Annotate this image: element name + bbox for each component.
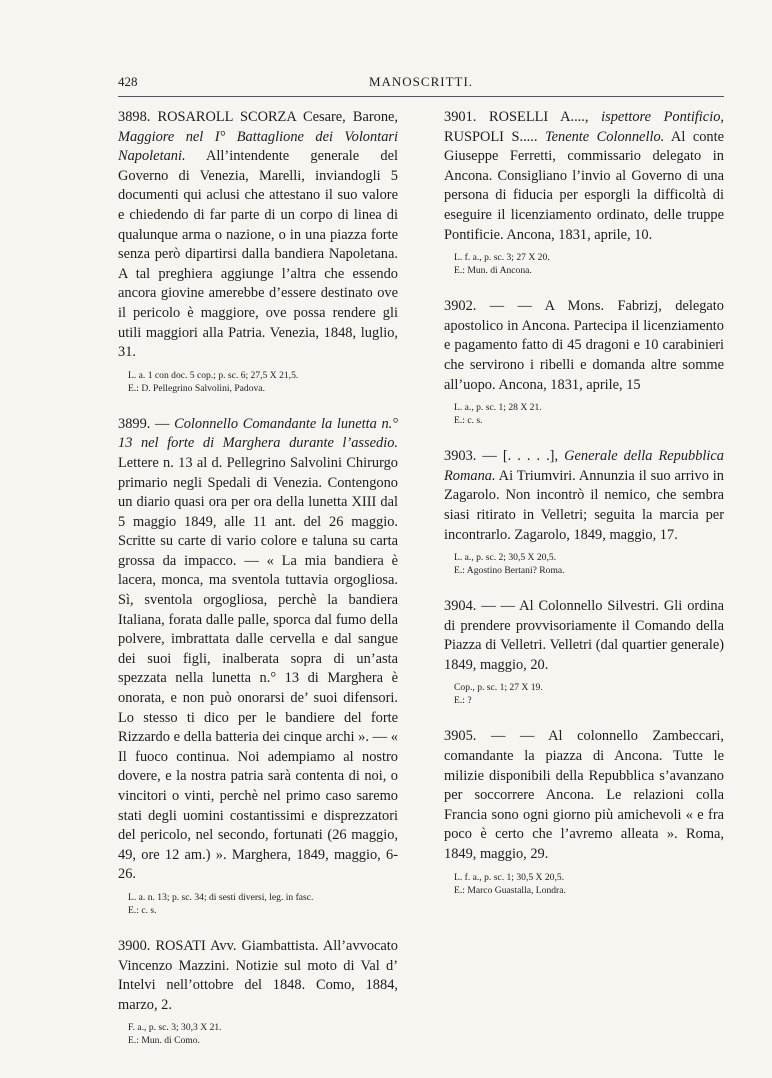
entry-3905 (444, 727, 724, 896)
entry-number: 3904. (444, 598, 477, 615)
entry-text: 3902. — — A Mons. Fabrizj, delegato apostolico in Ancona. Partecipa il licenziamento e pagamento fatto di 45 dragoni e 10 carabinieri che servirono i ribelli e domanda altre somme all’uopo. Ancona, 1831, aprile, 15 (444, 298, 724, 393)
entry-3899 (118, 415, 398, 917)
entry-title-italic: Maggiore nel I° Battaglione dei Volontari Napoletani. (118, 128, 398, 165)
entry-title-italic: Generale della Repubblica Romana. (444, 448, 724, 484)
entry-text: 3899. — Colonnello Comandante la lunetta n.° 13 nel forte di Marghera durante l’assedio. Lettere n. 13 al d. Pellegrino Salvolini Chirurgo primario negli Spedali di Venezia. Contengono un diario quasi ora per ora della lunetta XIII dal 5 maggio 1849, alle 11 ant. del 26 maggio. Scritte su carte di vario colore e taluna su carta grossa da impacco. — « La mia bandiera è lacera, monca, ma sventola tuttavia orgogliosa. Sì, sventola orgogliosa, perchè la bandiera Italiana, forata dalle palle, sporca dal fumo della polvere, imbrattata dalle cervella e dal sangue dei suoi figli, inalberata sopra di un’asta spezzata nella lunetta n.° 13 di Marghera è onorata, e non può onorarsi de’ suoi difensori. Lo stesso ti dico per le bandiere del forte Rizzardo e della batteria dei cinque archi ». — « Il fuoco continua. Noi adempiamo al nostro dovere, e la nostra patria sarà contenta di noi, o vincitori o vinti, perchè nel primo caso saremo stati degli uomini costantissimi e disprezzatori del pericolo, nel secondo, fortunati (26 maggio, 49, ore 12 am.) ». Marghera, 1849, maggio, 6-26. (118, 415, 399, 883)
entry-text: 3904. — — Al Colonnello Silvestri. Gli ordina di prendere provvisoriamente il Comando della Piazza di Velletri. Velletri (dal quartier generale) 1849, maggio, 20. (444, 598, 724, 673)
entry-number: 3899. (118, 415, 151, 432)
entry-number: 3903. (444, 448, 477, 465)
entry-note: L. a., p. sc. 2; 30,5 X 20,5. E.: Agostino Bertani? Roma. (454, 552, 565, 577)
entry-text: 3900. ROSATI Avv. Giambattista. All’avvocato Vincenzo Mazzini. Notizie sul moto di Val d’ Intelvi nell’ottobre del 1848. Como, 1884, marzo, 2. (118, 937, 398, 1013)
entry-3904 (444, 597, 724, 707)
entry-number: 3901. (444, 109, 477, 125)
entry-3902 (444, 297, 724, 427)
entry-3903 (444, 447, 724, 577)
entry-number: 3902. (444, 298, 477, 315)
entry-note: L. a., p. sc. 1; 28 X 21. E.: c. s. (454, 402, 542, 427)
running-title: MANOSCRITTI. (368, 74, 474, 89)
entry-note: Cop., p. sc. 1; 27 X 19. E.: ? (454, 682, 543, 707)
entry-number: 3905. (444, 728, 477, 745)
right-column (444, 108, 724, 917)
entry-3898 (118, 108, 398, 395)
entry-text: 3898. ROSAROLL SCORZA Cesare, Barone, Maggiore nel I° Battaglione dei Volontari Napoletani. All’intendente generale del Governo di Venezia, Marelli, inviandogli 5 documenti qui aclusi che attestano il suo valore e chiedendo di far parte di un corpo di linea di qualunque arma o nazione, o in una piazza forte senza però dipartirsi dalla bandiera Napoletana. A tal preghiera aggiunge l’altra che essendo ancora giovine amerebbe d’essere destinato ove il pericolo è maggiore, ove possa rendere gli utili maggiori alla Patria. Venezia, 1848, luglio, 31. (118, 109, 398, 361)
entry-note: F. a., p. sc. 3; 30,3 X 21. E.: Mun. di Como. (128, 1022, 222, 1047)
page-number: 428 (118, 74, 138, 89)
entry-note: L. f. a., p. sc. 1; 30,5 X 20,5. E.: Marco Guastalla, Londra. (454, 871, 566, 896)
entry-3900 (118, 937, 398, 1047)
left-column (118, 108, 398, 1067)
entry-text: 3903. — [. . . . .], Generale della Repubblica Romana. Ai Triumviri. Annunzia il suo arrivo in Zagarolo. Non incontrò il nemico, che sembra siasi ritirato in Velletri; seguita la marcia per incontrarlo. Zagarolo, 1849, maggio, 17. (444, 448, 724, 543)
entry-number: 3900. (118, 937, 151, 954)
header-rule (118, 96, 724, 97)
entry-note: L. f. a., p. sc. 3; 27 X 20. E.: Mun. di Ancona. (454, 252, 550, 277)
entry-text: 3905. — — Al colonnello Zambeccari, comandante la piazza di Ancona. Tutte le milizie disponibili della Repubblica s’avanzano per soccorrere Ancona. Le relazioni colla Francia sono ogni giorno più amichevoli « e fra poco è certo che l’avremo alleata ». Roma, 1849, maggio, 29. (444, 728, 724, 863)
entry-note: L. a. n. 13; p. sc. 34; di sesti diversi, leg. in fasc. E.: c. s. (128, 891, 314, 916)
entry-title-italic: Colonnello Comandante la lunetta n.° 13 nel forte di Marghera durante l’assedio. (118, 415, 399, 452)
entry-3901 (444, 108, 724, 277)
page-header (118, 74, 724, 94)
entry-note: L. a. 1 con doc. 5 cop.; p. sc. 6; 27,5 X 21,5. E.: D. Pellegrino Salvolini, Padova. (128, 369, 299, 394)
entry-number: 3898. (118, 109, 151, 125)
entry-text: 3901. ROSELLI A...., ispettore Pontificio, RUSPOLI S..... Tenente Colonnello. Al conte Giuseppe Ferretti, commissario delegato in Ancona. Consigliano l’invio al Governo di una persona di fiducia per esporgli la difficoltà di eseguire il licenziamento ordinato, delle truppe Pontificie. Ancona, 1831, aprile, 10. (444, 109, 724, 243)
